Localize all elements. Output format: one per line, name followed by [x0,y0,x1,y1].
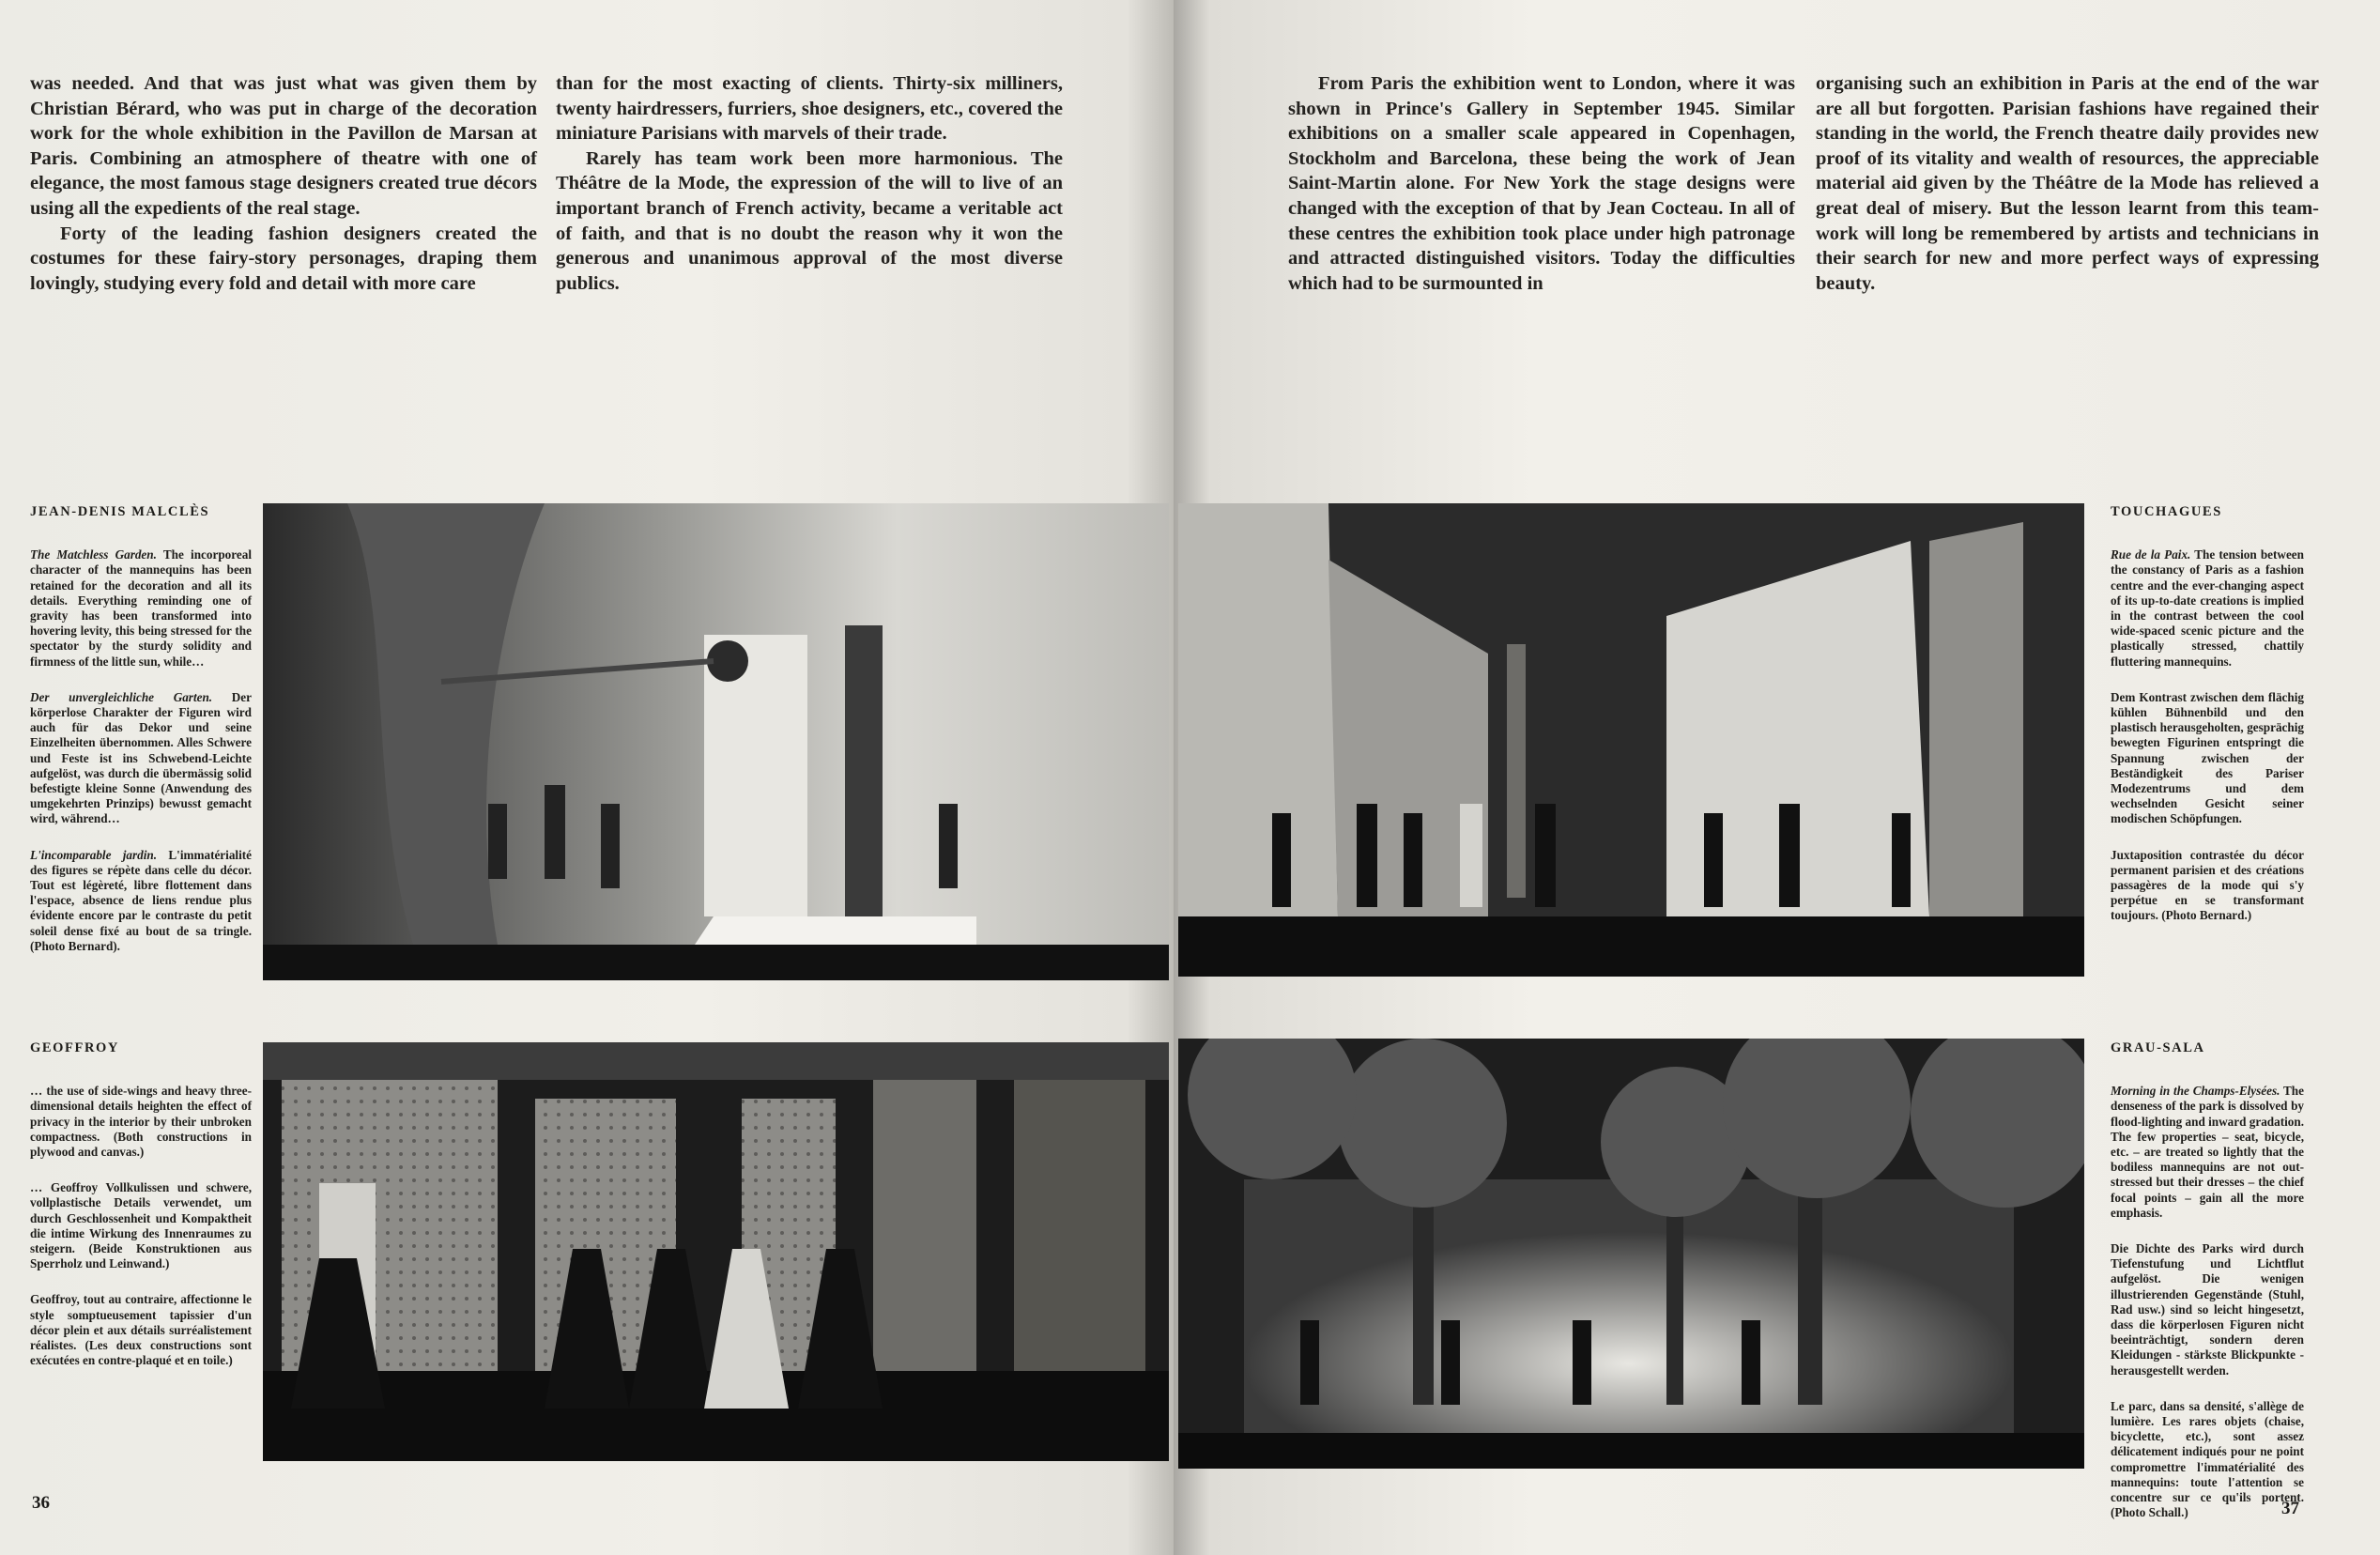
page-number: 36 [32,1493,50,1513]
caption-text: Der körperlose Charakter der Figuren wird auch für das Dekor und seine Einzelheiten übernommen. Alles Schwere und Feste ist ins Schwebend-Leichte aufgelöst, was durch die übermässig solid befestigte kleine Sonne (Anwendung des umgekehrten Prinzips) bewusst gemacht wird, während… [30,689,252,826]
caption-en [2111,1084,2304,1221]
caption-title: Rue de la Paix. [2111,547,2191,562]
caption-grau-sala [2111,1040,2304,1541]
caption-title: Morning in the Champs-Elysées. [2111,1084,2280,1099]
page-number: 37 [2281,1499,2299,1518]
caption-fr: Geoffroy, tout au contraire, affectionne le style somptueusement tapissier d'un décor plein et aux détails surréalistement réalistes. (Les deux constructions sont exécutées en contre-plaqué et en toile.) [30,1292,252,1368]
caption-title: Der unvergleichliche Garten. [30,689,213,704]
caption-title: L'incomparable jardin. [30,847,158,862]
paragraph: was needed. And that was just what was given them by Christian Bérard, who was put in charge of the decoration work for the whole exhibition in the Pavillon de Marsan at Paris. Combining an atmosphere of theatre with one of elegance, the most famous stage designers created true décors using all the expedients of the real stage. [30,73,537,219]
caption-fr: Le parc, dans sa densité, s'allège de lumière. Les rares objets (chaise, bicyclette, etc.), sont assez délicatement indiqués pour ne point compromettre l'immatérialité des mannequins: toute l'attention se concentre sur ce qu'ils portent. (Photo Schall.) [2111,1398,2304,1520]
paragraph: From Paris the exhibition went to London, where it was shown in Prince's Gallery in September 1945. Similar exhibitions on a smaller scale appeared in Copenhagen, Stockholm and Barcelona, these being the work of Jean Saint-Martin alone. For New York the stage designs were changed with the exception of that by Jean Cocteau. In all of these centres the exhibition took place under high patronage and attracted distinguished visitors. Today the difficulties which had to be surmounted in [1288,73,1795,294]
photo-champs-elysees [1178,1039,2084,1469]
caption-fr [30,848,252,954]
paragraph: organising such an exhibition in Paris at the end of the war are all but forgotten. Parisian fashions have regained their standing in the world, the French theatre daily provides new proof of its vitality and wealth of resources, the appreciable material aid given by the Théâtre de la Mode has relieved a great deal of misery. But the lesson learnt from this team-work will long be remembered by artists and technicians in their search for new and more perfect ways of expressing beauty. [1816,73,2319,294]
caption-fr: Juxtaposition contrastée du décor permanent parisien et des créations passagères de la mode qui s'y perpétue en se transformant toujours. (Photo Bernard.) [2111,847,2304,923]
caption-artist: TOUCHAGUES [2111,504,2222,519]
left-page [0,0,1174,1555]
photo-matchless-garden [263,503,1169,980]
caption-de: Dem Kontrast zwischen dem flächig kühlen Bühnenbild und den plastisch herausgeholten, gesprächig bewegten Figurinen entspringt die Spannung zwischen der Beständigkeit des Pariser Modezentrums und dem wechselnden Gesicht seiner modischen Schöpfungen. [2111,689,2304,826]
caption-artist: GRAU-SALA [2111,1040,2205,1055]
caption-text: The incorporeal character of the mannequins has been retained for the decoration and all its details. Everything reminding one of gravity has been transformed into hovering levity, this being stressed for the spectator by the sturdy solidity and firmness of the little sun, while… [30,547,252,669]
body-column-1 [30,71,537,296]
caption-malcles [30,504,252,975]
paragraph: than for the most exacting of clients. Thirty-six milliners, twenty hairdressers, furriers, shoe designers, etc., covered the miniature Parisians with marvels of their trade. [556,73,1063,145]
caption-touchagues [2111,504,2304,945]
right-page [1174,0,2380,1555]
photo-geoffroy-interior [263,1042,1169,1461]
caption-text: L'immatérialité des figures se répète dans celle du décor. Tout est légèreté, libre flottement dans l'espace, absence de liens rendue plus évidente encore par le contraste du petit soleil dense fixé au bout de sa tringle. (Photo Bernard). [30,847,252,953]
body-column-4 [1816,71,2319,296]
photo-rue-de-la-paix [1178,503,2084,977]
caption-en [2111,547,2304,670]
caption-text: The tension between the constancy of Paris as a fashion centre and the ever-changing aspect of its up-to-date creations is implied in the contrast between the cool wide-spaced scenic picture and the plastically stressed, chattily fluttering mannequins. [2111,547,2304,669]
caption-text: The denseness of the park is dissolved by flood-lighting and inward gradation. The few properties – seat, bicycle, etc. – are treated so lightly that the bodiless mannequins are not out-stressed but their dresses – the chief focal points – gain all the more emphasis. [2111,1084,2304,1220]
paragraph: Rarely has team work been more harmonious. The Théâtre de la Mode, the expression of the will to live of an important branch of French activity, became a veritable act of faith, and that is no doubt the reason why it won the generous and unanimous approval of the most diverse publics. [556,147,1063,294]
caption-artist: JEAN-DENIS MALCLÈS [30,504,210,519]
caption-de [30,690,252,827]
caption-de: Die Dichte des Parks wird durch Tiefenstufung und Lichtflut aufgelöst. Die wenigen illustrierenden Gegenstände (Stuhl, Rad usw.) sind so leicht hingesetzt, dass die körperlosen Figuren nicht beeinträchtigt, sondern deren Kleidungen - stärkste Blickpunkte - herausgestellt werden. [2111,1241,2304,1378]
body-column-3 [1288,71,1795,296]
caption-en: … the use of side-wings and heavy three-dimensional details heighten the effect of privacy in the interior by their unbroken compactness. (Both constructions in plywood and canvas.) [30,1084,252,1160]
caption-artist: GEOFFROY [30,1040,119,1055]
body-column-2 [556,71,1063,296]
caption-de: … Geoffroy Vollkulissen und schwere, vollplastische Details verwendet, um durch Geschlossenheit und Kompaktheit die intime Wirkung des Innenraumes zu steigern. (Beide Konstruktionen aus Sperrholz und Leinwand.) [30,1180,252,1271]
paragraph: Forty of the leading fashion designers created the costumes for these fairy-story personages, draping them lovingly, studying every fold and detail with more care [30,223,537,294]
caption-geoffroy [30,1040,252,1389]
caption-title: The Matchless Garden. [30,547,157,562]
caption-en [30,547,252,670]
